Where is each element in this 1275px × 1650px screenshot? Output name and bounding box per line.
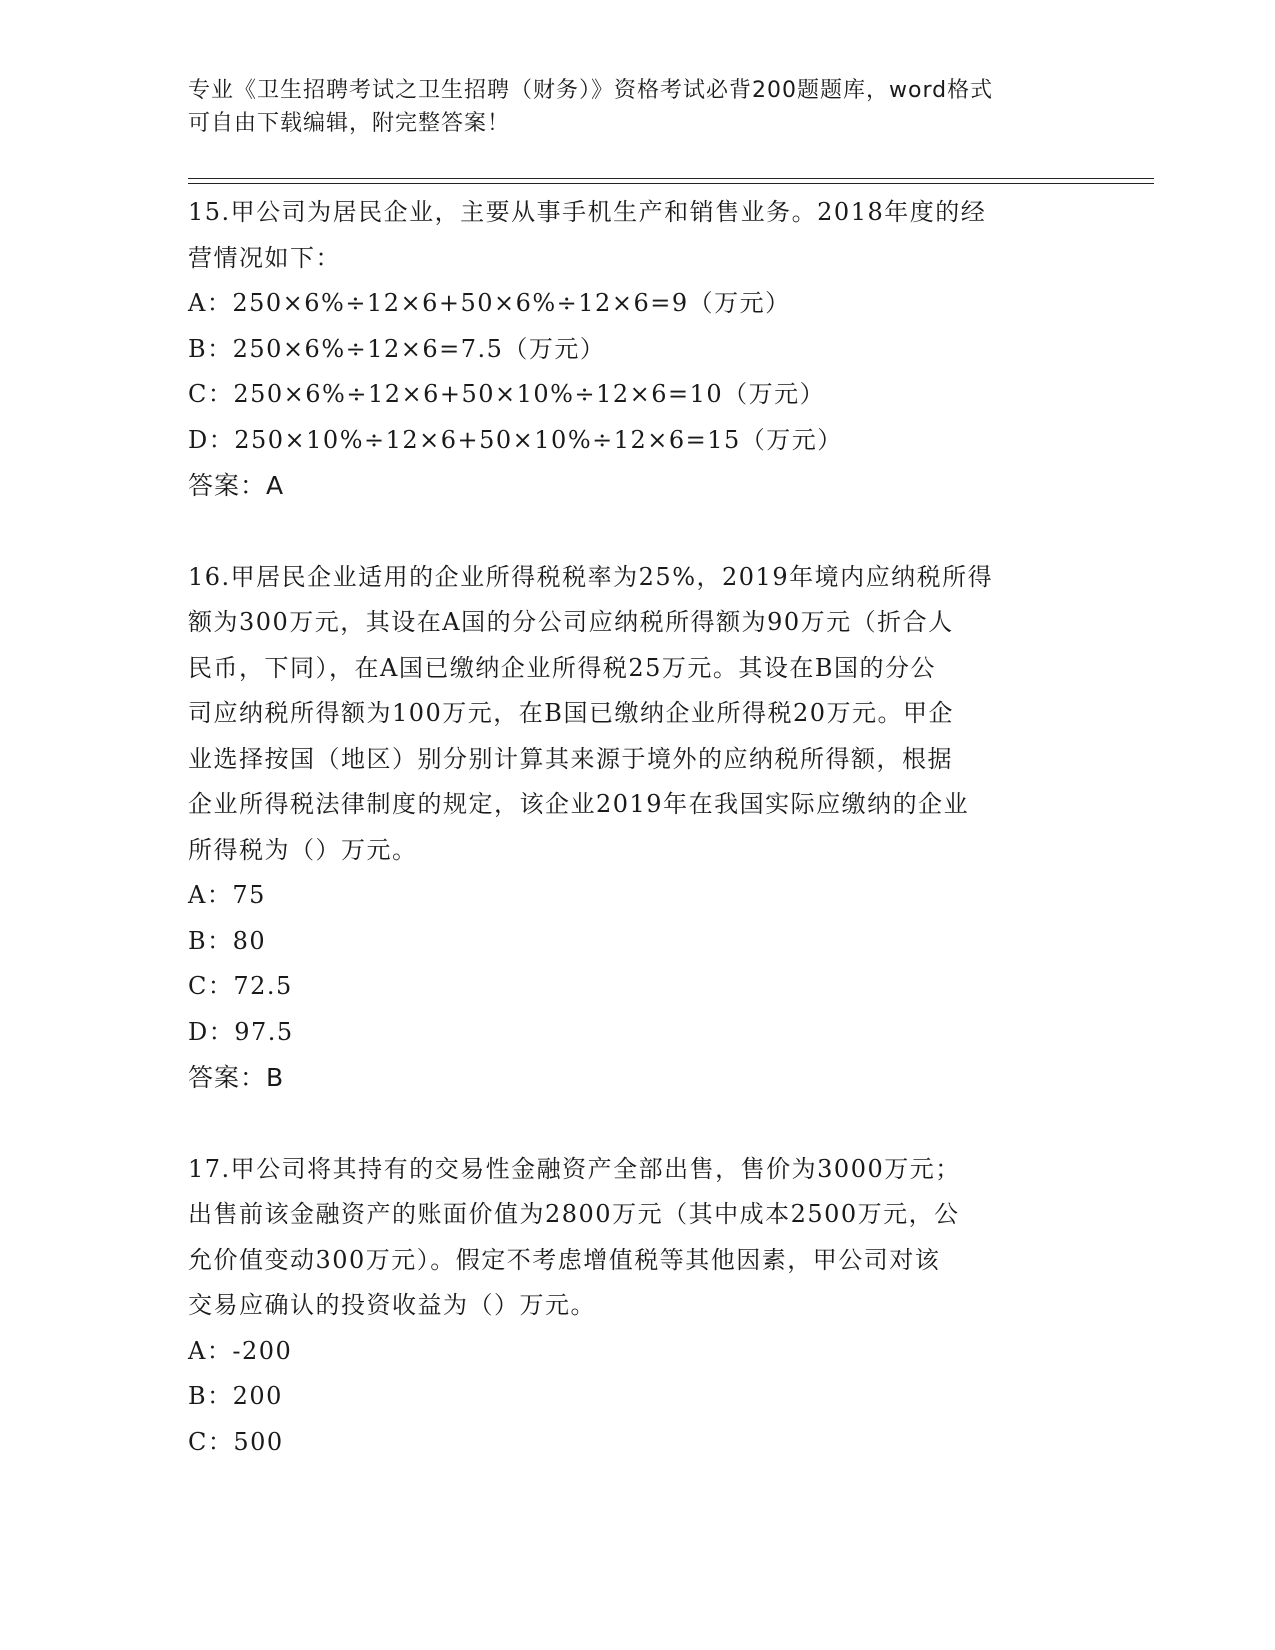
- question-stem-line: 16.甲居民企业适用的企业所得税税率为25%，2019年境内应纳税所得: [188, 562, 994, 591]
- option-b: B：250×6%÷12×6=7.5（万元）: [188, 334, 606, 363]
- question-15: [188, 190, 1088, 509]
- question-list: [188, 190, 1088, 1465]
- option-a: A：250×6%÷12×6+50×6%÷12×6=9（万元）: [188, 289, 791, 317]
- question-stem-line: 企业所得税法律制度的规定，该企业2019年在我国实际应缴纳的企业: [188, 790, 970, 818]
- question-stem-line: 业选择按国（地区）别分别计算其来源于境外的应纳税所得额，根据: [188, 744, 953, 773]
- question-17: [188, 1147, 1088, 1466]
- question-stem-line: 交易应确认的投资收益为（）万元。: [188, 1291, 596, 1319]
- question-spacer: [188, 1101, 1088, 1147]
- question-stem-line: 出售前该金融资产的账面价值为2800万元（其中成本2500万元，公: [188, 1200, 960, 1228]
- option-b: B：80: [188, 926, 267, 955]
- option-c: C：500: [188, 1427, 284, 1456]
- question-stem-line: 17.甲公司将其持有的交易性金融资产全部出售，售价为3000万元；: [188, 1154, 961, 1183]
- question-stem-line: 允价值变动300万元）。假定不考虑增值税等其他因素，甲公司对该: [188, 1245, 941, 1274]
- option-d: D：250×10%÷12×6+50×10%÷12×6=15（万元）: [188, 425, 843, 454]
- header-line-1: 专业《卫生招聘考试之卫生招聘（财务）》资格考试必背200题题库，word格式: [188, 78, 994, 103]
- question-stem-line: 民币，下同），在A国已缴纳企业所得税25万元。其设在B国的分公: [188, 653, 937, 682]
- question-16: [188, 555, 1088, 1101]
- question-stem-line: 所得税为（）万元。: [188, 835, 418, 864]
- question-stem-line: 15.甲公司为居民企业，主要从事手机生产和销售业务。2018年度的经: [188, 198, 987, 226]
- answer-label: 答案：B: [188, 1063, 285, 1092]
- document-header: [188, 74, 1088, 140]
- header-divider-top: [188, 178, 1154, 179]
- question-stem-line: 额为300万元，其设在A国的分公司应纳税所得额为90万元（折合人: [188, 608, 954, 636]
- option-d: D：97.5: [188, 1017, 294, 1046]
- header-divider-bottom: [188, 183, 1154, 184]
- question-stem-line: 营情况如下：: [188, 243, 341, 272]
- option-b: B：200: [188, 1382, 283, 1410]
- question-spacer: [188, 509, 1088, 555]
- option-a: A：-200: [188, 1336, 293, 1365]
- header-line-2: 可自由下载编辑，附完整答案！: [188, 111, 511, 136]
- answer-label: 答案：A: [188, 471, 285, 500]
- option-c: C：250×6%÷12×6+50×10%÷12×6=10（万元）: [188, 380, 826, 408]
- option-c: C：72.5: [188, 972, 293, 1000]
- option-a: A：75: [188, 881, 266, 909]
- question-stem-line: 司应纳税所得额为100万元，在B国已缴纳企业所得税20万元。甲企: [188, 699, 954, 727]
